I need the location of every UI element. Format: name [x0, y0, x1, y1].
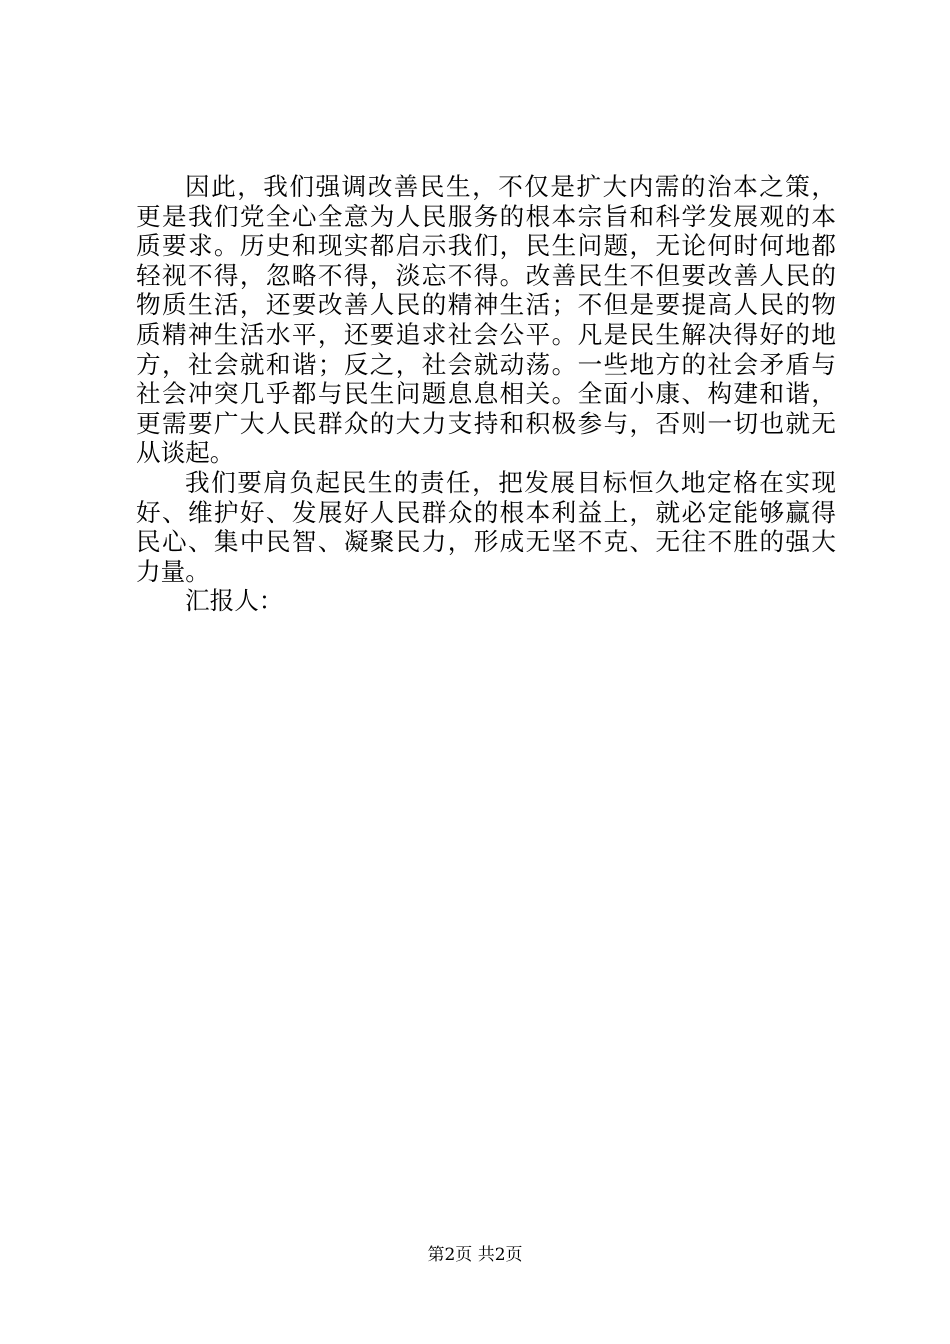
text-line: 力量。 [136, 556, 210, 586]
text-line: 好、维护好、发展好人民群众的根本利益上，就必定能够赢得 [136, 497, 836, 527]
text-line: 因此，我们强调改善民生，不仅是扩大内需的治本之策， [185, 172, 836, 201]
text-line: 民心、集中民智、凝聚民力，形成无坚不克、无往不胜的强大 [136, 527, 836, 557]
page-number-footer: 第2页 共2页 [427, 1245, 523, 1265]
text-line: 更是我们党全心全意为人民服务的根本宗旨和科学发展观的本 [136, 201, 836, 231]
paragraph-1 [136, 172, 836, 468]
paragraph-2 [136, 468, 836, 586]
reporter-label: 汇报人： [185, 586, 284, 616]
text-line: 质要求。历史和现实都启示我们，民生问题，无论何时何地都 [136, 231, 836, 261]
text-line: 更需要广大人民群众的大力支持和积极参与，否则一切也就无 [136, 408, 836, 438]
text-line: 轻视不得，忽略不得，淡忘不得。改善民生不但要改善人民的 [136, 260, 836, 290]
document-body [136, 172, 836, 616]
text-line: 社会冲突几乎都与民生问题息息相关。全面小康、构建和谐， [136, 379, 836, 409]
text-line: 方，社会就和谐；反之，社会就动荡。一些地方的社会矛盾与 [136, 349, 836, 379]
text-line: 物质生活，还要改善人民的精神生活；不但是要提高人民的物 [136, 290, 836, 320]
text-line: 我们要肩负起民生的责任，把发展目标恒久地定格在实现 [185, 467, 836, 497]
text-line: 质精神生活水平，还要追求社会公平。凡是民生解决得好的地 [136, 319, 836, 349]
reporter-line [136, 586, 836, 616]
text-line: 从谈起。 [136, 438, 235, 468]
